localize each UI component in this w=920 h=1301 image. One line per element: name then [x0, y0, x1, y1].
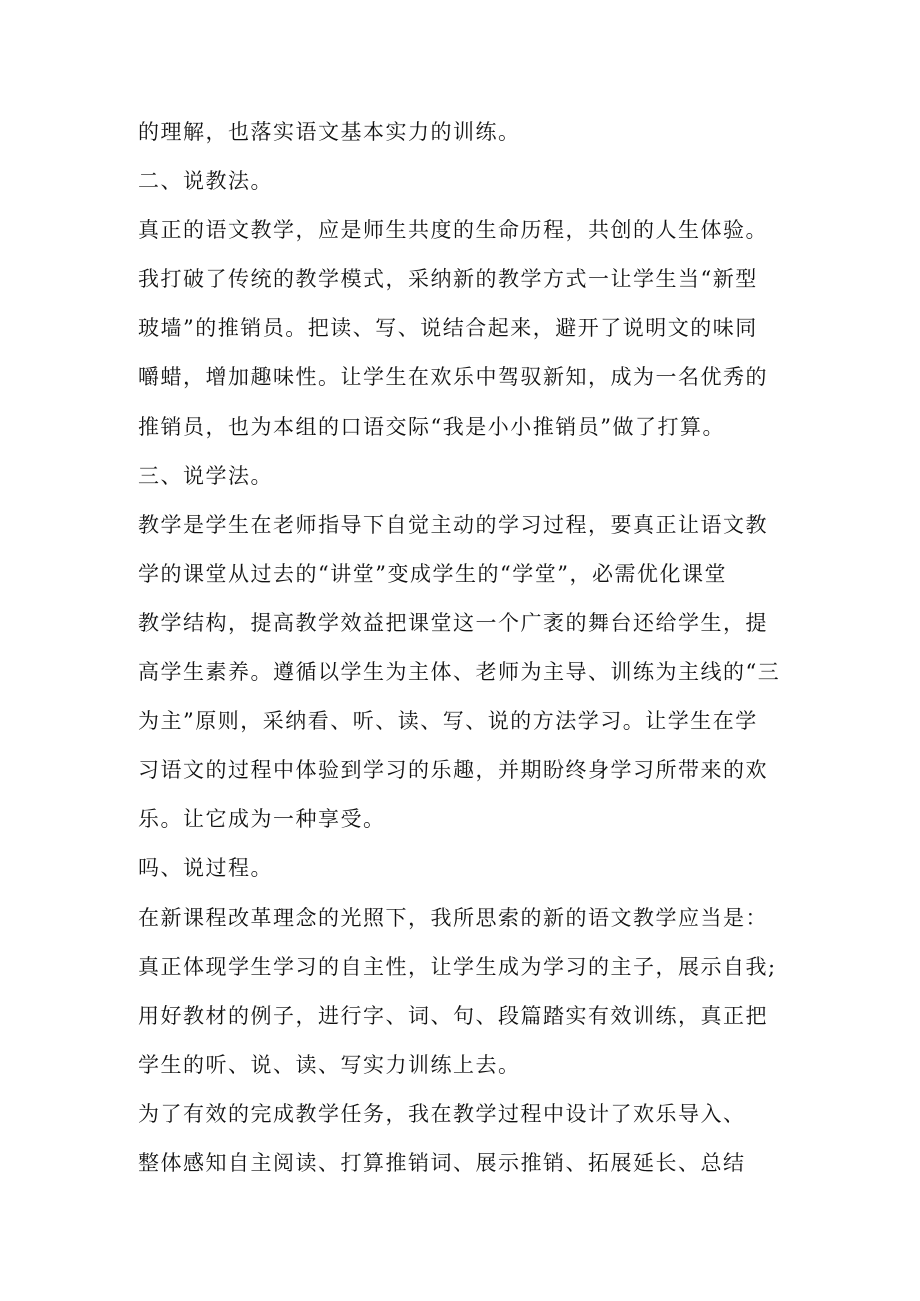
- text-line: 真正体现学生学习的自主性，让学生成为学习的主子，展示自我;: [138, 954, 777, 979]
- text-line: 玻墙”的推销员。把读、写、说结合起来，避开了说明文的味同: [138, 316, 758, 341]
- text-line: 推销员，也为本组的口语交际“我是小小推销员”做了打算。: [138, 414, 725, 439]
- text-line: 整体感知自主阅读、打算推销词、展示推销、拓展延长、总结: [138, 1150, 746, 1175]
- text-line: 教学是学生在老师指导下自觉主动的学习过程，要真正让语文教: [138, 512, 768, 537]
- text-line: 乐。让它成为一种享受。: [138, 807, 386, 832]
- document-body: [138, 108, 788, 1188]
- text-line: 为了有效的完成教学任务，我在教学过程中设计了欢乐导入、: [138, 1101, 746, 1126]
- section-heading: 二、说教法。: [138, 169, 273, 194]
- text-line: 高学生素养。遵循以学生为主体、老师为主导、训练为主线的“三: [138, 660, 781, 685]
- text-line: 为主”原则，采纳看、听、读、写、说的方法学习。让学生在学: [138, 709, 758, 734]
- text-line: 的理解，也落实语文基本实力的训练。: [138, 120, 521, 144]
- text-line: 习语文的过程中体验到学习的乐趣，并期盼终身学习所带来的欢: [138, 758, 768, 783]
- text-line: 我打破了传统的教学模式，采纳新的教学方式一让学生当“新型: [138, 267, 758, 292]
- text-line: 学的课堂从过去的“讲堂”变成学生的“学堂”，必需优化课堂: [138, 561, 727, 586]
- section-heading: 三、说学法。: [138, 463, 273, 488]
- text-line: 用好教材的例子，进行字、词、句、段篇踏实有效训练，真正把: [138, 1003, 768, 1028]
- text-line: 在新课程改革理念的光照下，我所思索的新的语文教学应当是：: [138, 905, 768, 930]
- text-line: 学生的听、说、读、写实力训练上去。: [138, 1052, 521, 1077]
- text-line: 教学结构，提高教学效益把课堂这一个广袤的舞台还给学生，提: [138, 610, 768, 635]
- text-line: 嚼蜡，增加趣味性。让学生在欢乐中驾驭新知，成为一名优秀的: [138, 365, 768, 390]
- text-line: 真正的语文教学，应是师生共度的生命历程，共创的人生体验。: [138, 218, 768, 243]
- section-heading: 吗、说过程。: [138, 856, 273, 881]
